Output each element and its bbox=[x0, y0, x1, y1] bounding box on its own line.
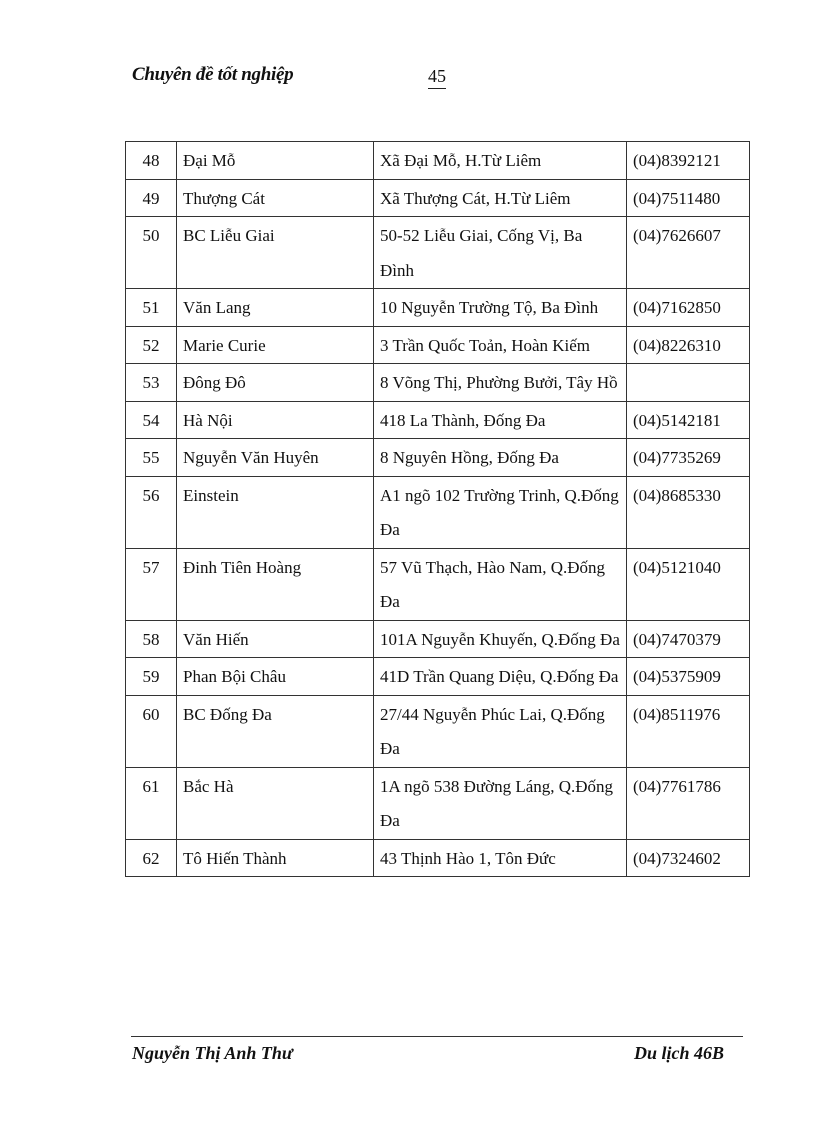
school-address: 101A Nguyễn Khuyến, Q.Đống Đa bbox=[374, 620, 627, 658]
school-address: 8 Võng Thị, Phường Bưởi, Tây Hồ bbox=[374, 364, 627, 402]
row-number: 57 bbox=[126, 548, 177, 620]
school-name: Marie Curie bbox=[177, 326, 374, 364]
table-row bbox=[126, 326, 750, 364]
table-row bbox=[126, 658, 750, 696]
school-name: Đinh Tiên Hoàng bbox=[177, 548, 374, 620]
school-phone: (04)8511976 bbox=[627, 695, 750, 767]
school-phone: (04)5121040 bbox=[627, 548, 750, 620]
row-number: 49 bbox=[126, 179, 177, 217]
row-number: 54 bbox=[126, 401, 177, 439]
school-name: Văn Lang bbox=[177, 289, 374, 327]
school-address: 418 La Thành, Đống Đa bbox=[374, 401, 627, 439]
table-row bbox=[126, 548, 750, 620]
table-row bbox=[126, 476, 750, 548]
school-address: 41D Trần Quang Diệu, Q.Đống Đa bbox=[374, 658, 627, 696]
table-row bbox=[126, 839, 750, 877]
table-row bbox=[126, 401, 750, 439]
school-phone: (04)7761786 bbox=[627, 767, 750, 839]
table-body bbox=[126, 142, 750, 877]
school-name: Einstein bbox=[177, 476, 374, 548]
row-number: 58 bbox=[126, 620, 177, 658]
table-row bbox=[126, 767, 750, 839]
table-row bbox=[126, 439, 750, 477]
table-row bbox=[126, 364, 750, 402]
header-title: Chuyên đề tốt nghiệp bbox=[132, 64, 294, 85]
school-address: 8 Nguyên Hồng, Đống Đa bbox=[374, 439, 627, 477]
school-address: Xã Đại Mỗ, H.Từ Liêm bbox=[374, 142, 627, 180]
school-address: 50-52 Liễu Giai, Cống Vị, Ba Đình bbox=[374, 217, 627, 289]
school-phone: (04)5142181 bbox=[627, 401, 750, 439]
school-phone: (04)7470379 bbox=[627, 620, 750, 658]
school-phone: (04)8685330 bbox=[627, 476, 750, 548]
school-phone: (04)7162850 bbox=[627, 289, 750, 327]
page-number: 45 bbox=[428, 66, 446, 89]
school-phone: (04)7324602 bbox=[627, 839, 750, 877]
row-number: 50 bbox=[126, 217, 177, 289]
table-row bbox=[126, 289, 750, 327]
row-number: 59 bbox=[126, 658, 177, 696]
footer-divider bbox=[131, 1036, 743, 1037]
row-number: 62 bbox=[126, 839, 177, 877]
school-name: Tô Hiến Thành bbox=[177, 839, 374, 877]
school-address: 43 Thịnh Hào 1, Tôn Đức bbox=[374, 839, 627, 877]
row-number: 51 bbox=[126, 289, 177, 327]
school-phone bbox=[627, 364, 750, 402]
school-name: BC Đống Đa bbox=[177, 695, 374, 767]
school-name: BC Liễu Giai bbox=[177, 217, 374, 289]
school-name: Thượng Cát bbox=[177, 179, 374, 217]
row-number: 56 bbox=[126, 476, 177, 548]
school-address: 3 Trần Quốc Toản, Hoàn Kiếm bbox=[374, 326, 627, 364]
school-address: 1A ngõ 538 Đường Láng, Q.Đống Đa bbox=[374, 767, 627, 839]
school-table bbox=[125, 141, 750, 877]
school-name: Nguyễn Văn Huyên bbox=[177, 439, 374, 477]
school-phone: (04)7735269 bbox=[627, 439, 750, 477]
school-address: 57 Vũ Thạch, Hào Nam, Q.Đống Đa bbox=[374, 548, 627, 620]
school-phone: (04)8226310 bbox=[627, 326, 750, 364]
table-row bbox=[126, 620, 750, 658]
school-address: 10 Nguyễn Trường Tộ, Ba Đình bbox=[374, 289, 627, 327]
footer-class: Du lịch 46B bbox=[633, 1043, 724, 1063]
row-number: 48 bbox=[126, 142, 177, 180]
school-address: 27/44 Nguyễn Phúc Lai, Q.Đống Đa bbox=[374, 695, 627, 767]
school-phone: (04)5375909 bbox=[627, 658, 750, 696]
school-phone: (04)8392121 bbox=[627, 142, 750, 180]
school-name: Đại Mỗ bbox=[177, 142, 374, 180]
school-phone: (04)7626607 bbox=[627, 217, 750, 289]
school-address: A1 ngõ 102 Trường Trinh, Q.Đống Đa bbox=[374, 476, 627, 548]
school-phone: (04)7511480 bbox=[627, 179, 750, 217]
table-row bbox=[126, 179, 750, 217]
school-name: Văn Hiến bbox=[177, 620, 374, 658]
footer-author: Nguyễn Thị Anh Thư bbox=[132, 1043, 293, 1063]
table-row bbox=[126, 142, 750, 180]
school-name: Hà Nội bbox=[177, 401, 374, 439]
table-row bbox=[126, 695, 750, 767]
school-name: Đông Đô bbox=[177, 364, 374, 402]
school-address: Xã Thượng Cát, H.Từ Liêm bbox=[374, 179, 627, 217]
row-number: 52 bbox=[126, 326, 177, 364]
row-number: 53 bbox=[126, 364, 177, 402]
row-number: 61 bbox=[126, 767, 177, 839]
row-number: 55 bbox=[126, 439, 177, 477]
school-name: Phan Bội Châu bbox=[177, 658, 374, 696]
row-number: 60 bbox=[126, 695, 177, 767]
school-name: Bắc Hà bbox=[177, 767, 374, 839]
table-row bbox=[126, 217, 750, 289]
